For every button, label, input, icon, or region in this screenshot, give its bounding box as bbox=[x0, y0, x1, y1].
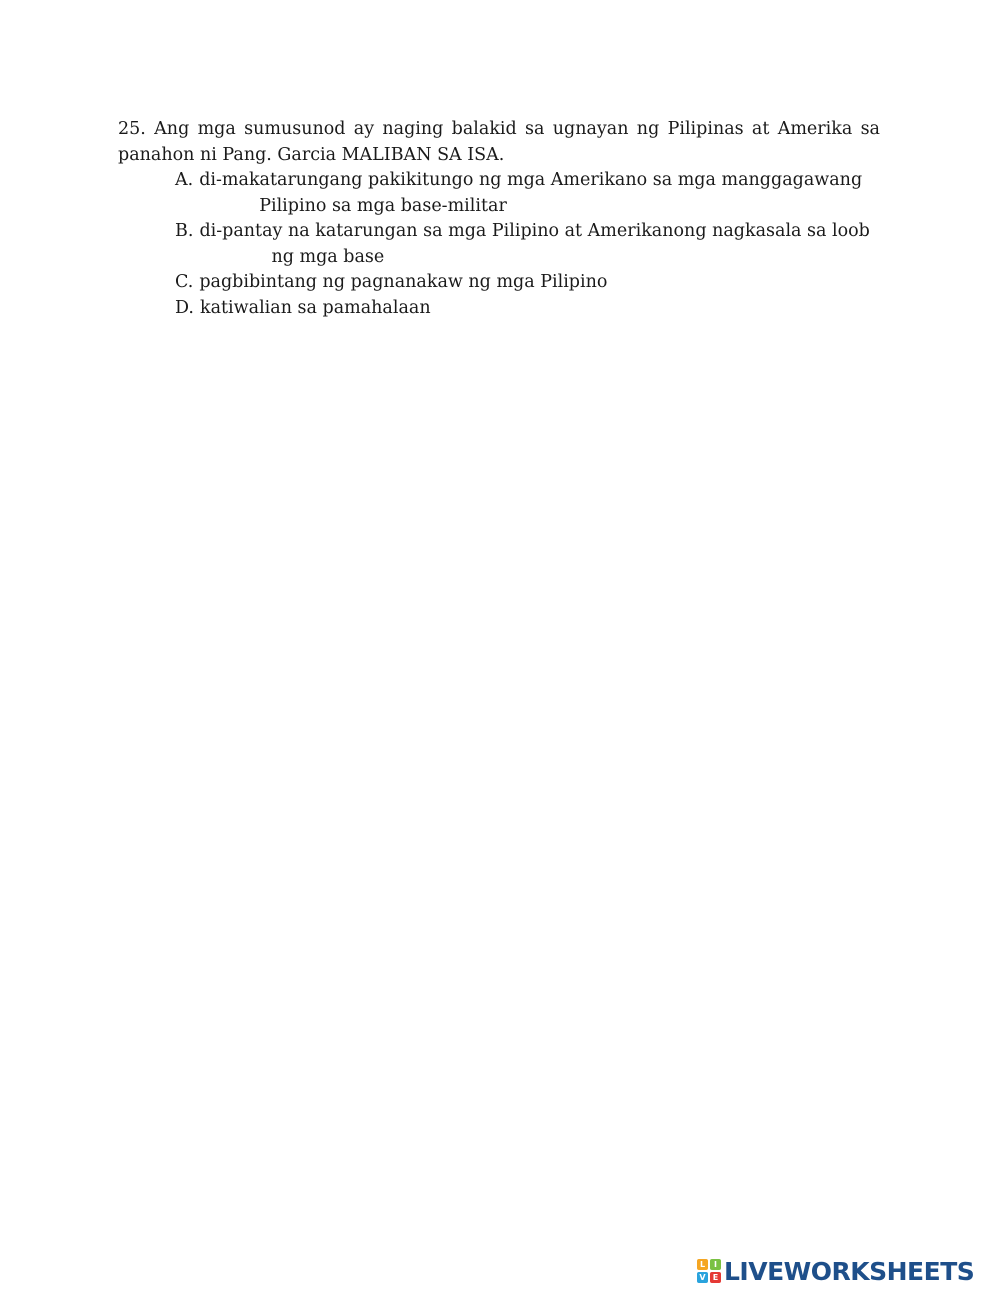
logo-square-v: V bbox=[697, 1272, 708, 1283]
question-number: 25. bbox=[118, 119, 146, 139]
choice-text bbox=[199, 219, 895, 270]
choice-d[interactable] bbox=[175, 296, 895, 322]
choice-text: katiwalian sa pamahalaan bbox=[199, 297, 431, 318]
choice-text-line: Pilipino sa mga base-militar bbox=[259, 195, 507, 216]
question-text: Ang mga sumusunod ay naging balakid sa ugnayan ng Pilipinas at Amerika sa panahon ni Pang. Garcia MALIBAN SA ISA. bbox=[118, 119, 880, 165]
choice-text-line: di-pantay na katarungan sa mga Pilipino at Amerikanong nagkasala sa loob bbox=[199, 221, 870, 241]
liveworksheets-logo-icon bbox=[697, 1259, 721, 1283]
choice-letter: B. bbox=[175, 221, 194, 241]
choice-text-line: ng mga base bbox=[271, 246, 385, 267]
answer-choices bbox=[175, 168, 895, 321]
logo-square-e: E bbox=[710, 1272, 721, 1283]
liveworksheets-logo bbox=[697, 1256, 974, 1286]
choice-a[interactable] bbox=[175, 168, 895, 219]
choice-text-line: di-makatarungang pakikitungo ng mga Amerikano sa mga manggagawang bbox=[199, 170, 863, 190]
choice-letter: C. bbox=[175, 272, 194, 292]
choice-letter: A. bbox=[175, 170, 194, 190]
choice-text: pagbibintang ng pagnanakaw ng mga Pilipino bbox=[199, 272, 608, 292]
liveworksheets-brand-text: LIVEWORKSHEETS bbox=[724, 1256, 975, 1286]
choice-text bbox=[199, 168, 895, 219]
choice-b[interactable] bbox=[175, 219, 895, 270]
logo-square-i: I bbox=[710, 1259, 721, 1270]
logo-square-l: L bbox=[697, 1259, 708, 1270]
question-25 bbox=[118, 117, 880, 168]
choice-letter: D. bbox=[175, 297, 194, 318]
choice-c[interactable] bbox=[175, 270, 895, 296]
